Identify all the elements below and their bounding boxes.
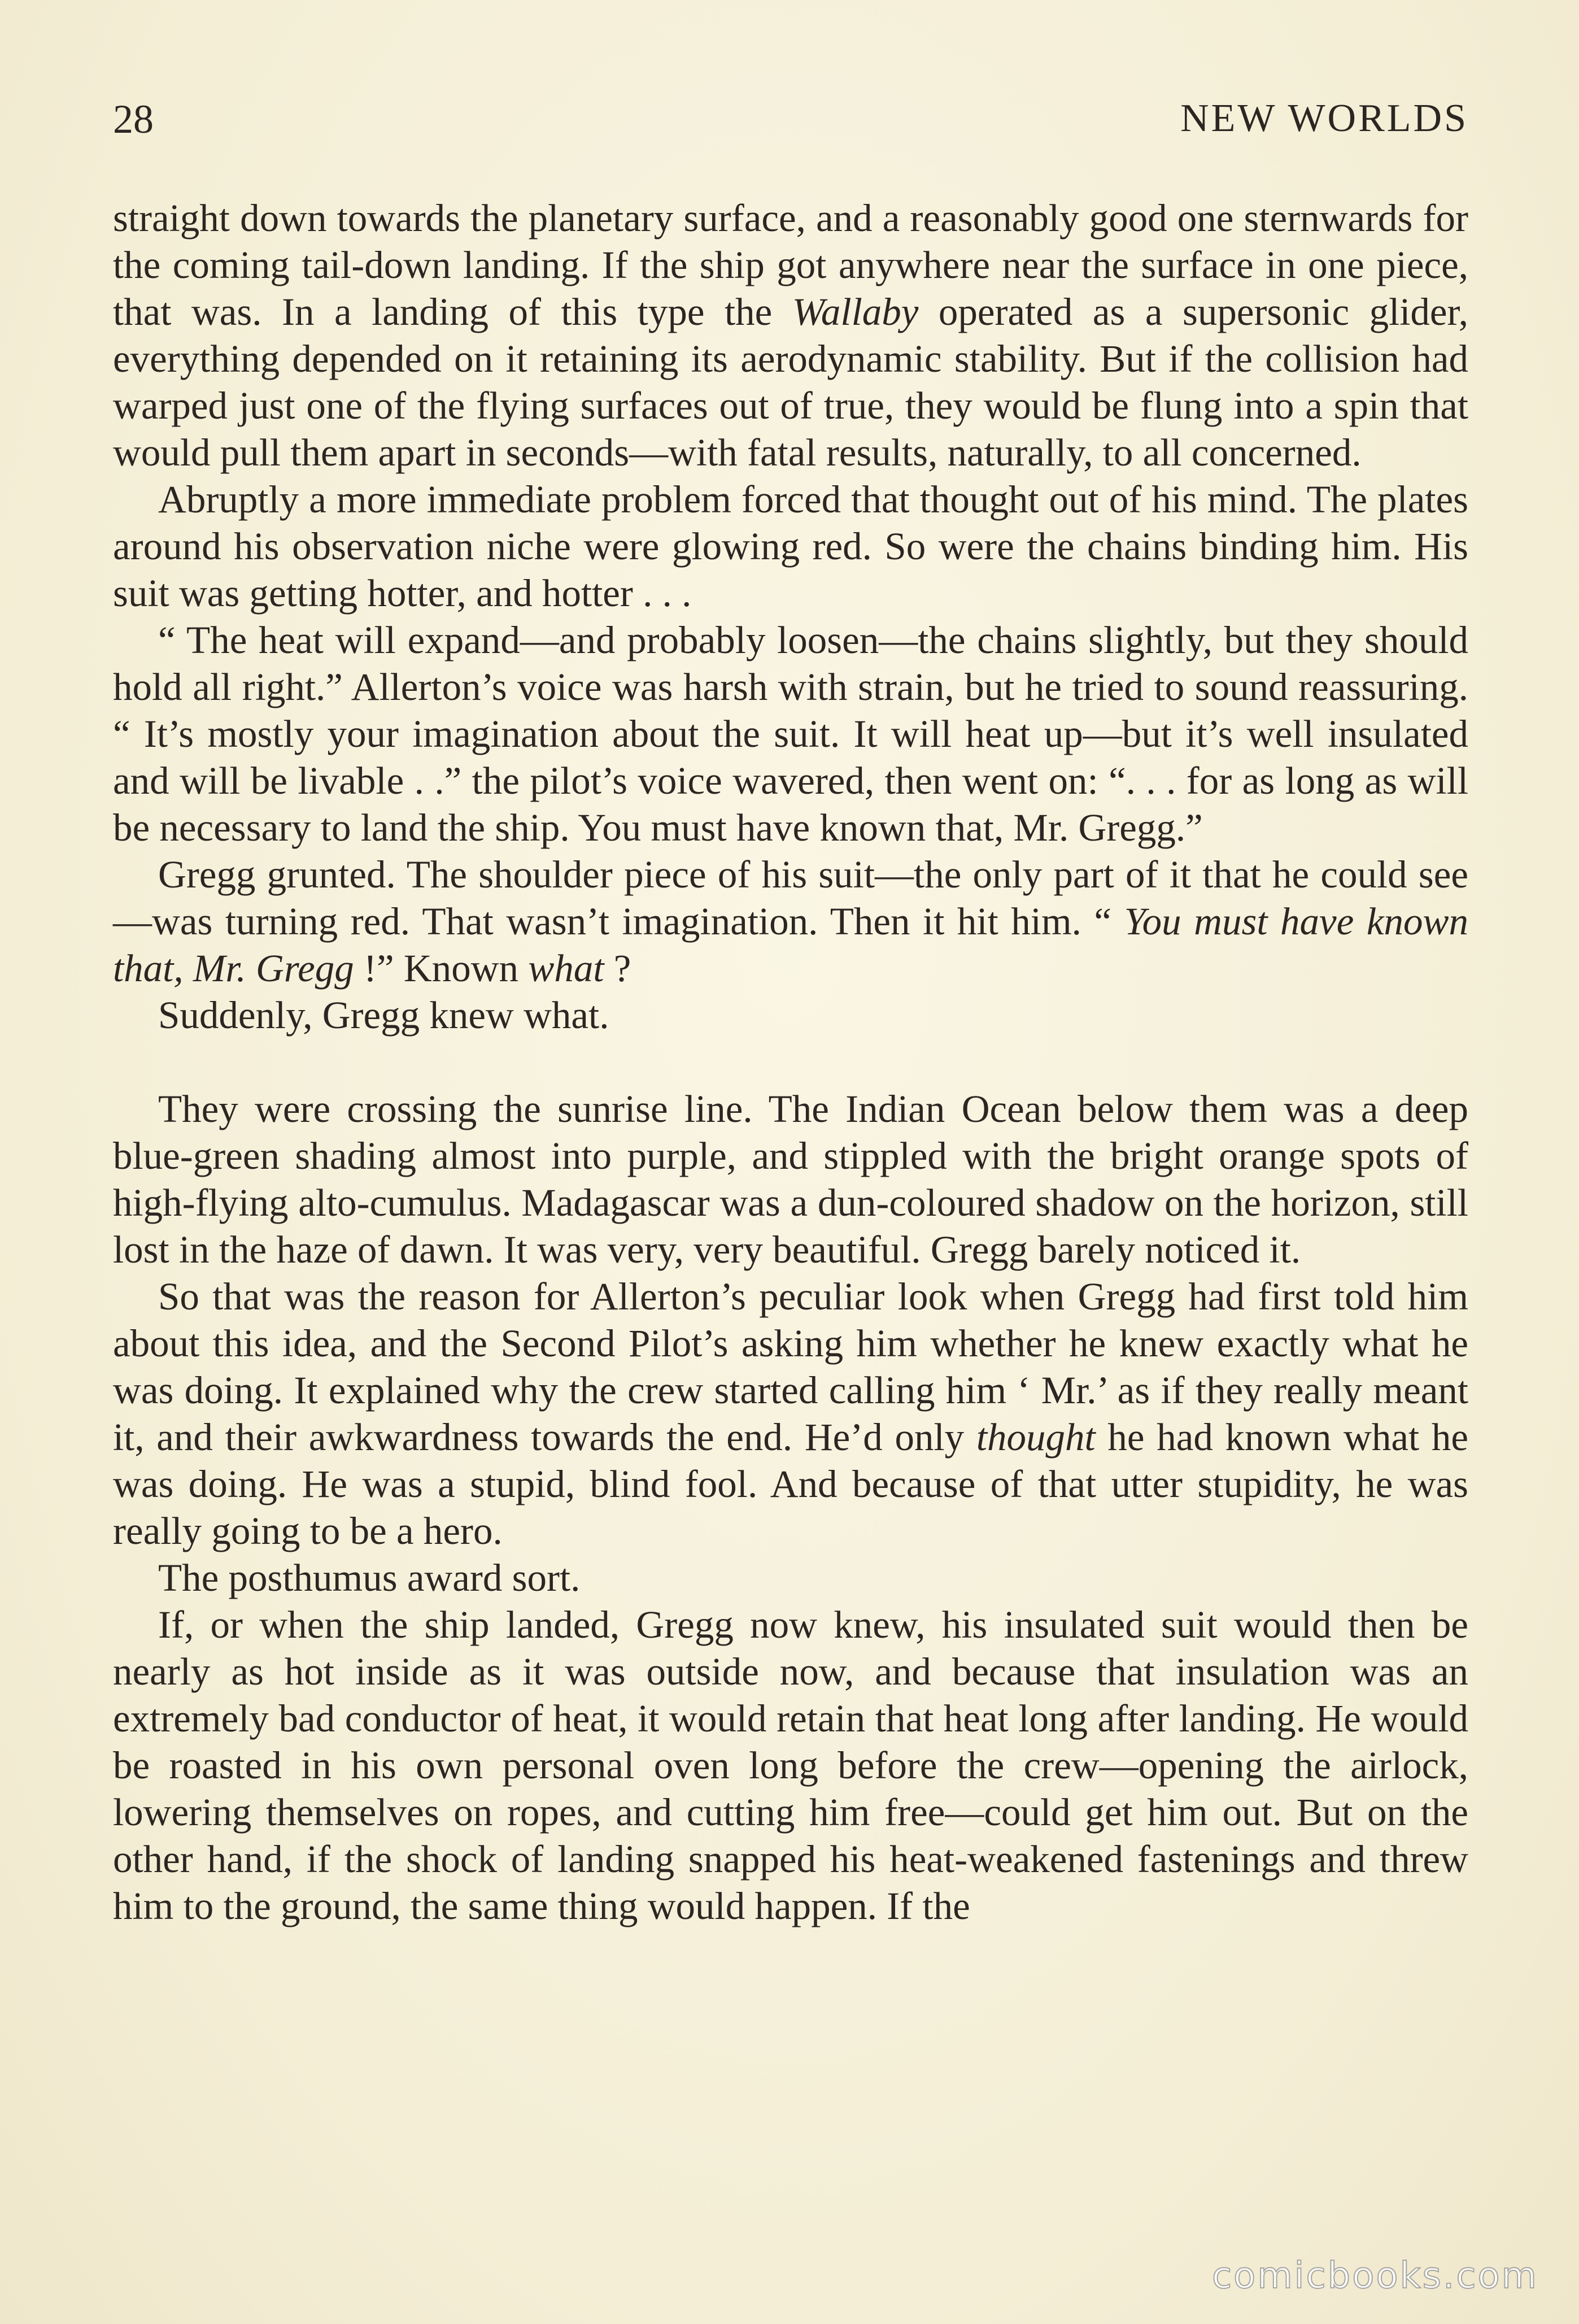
text-run: !” Known <box>354 947 529 990</box>
paragraph <box>113 1086 1468 1273</box>
page-header <box>113 96 1468 153</box>
text-run: If, or when the ship landed, Gregg now knew, his insulated suit would then be nearly as hot inside as it was outside now, and because that insulation was an extremely bad conductor of heat, it would retain that heat long after landing. He would be roasted in his own personal oven long before the crew—opening the airlock, lowering themselves on ropes, and cutting him free—could get him out. But on the other hand, if the shock of landing snapped his heat-weakened fastenings and threw him to the ground, the same thing would happen. If the <box>113 1603 1468 1927</box>
italic-text: what <box>528 947 604 990</box>
running-head: NEW WORLDS <box>1180 97 1468 140</box>
text-run: “ The heat will expand—and probably loosen—the chains slightly, but they should hold all right.” Allerton’s voice was harsh with strain, but he tried to sound reassuring. “ It’s mostly your imagination about the suit. It will heat up—but it’s well insulated and will be livable . .” the pilot’s voice wavered, then went on: “. . . for as long as will be necessary to land the ship. You must have known that, Mr. Gregg.” <box>113 619 1468 849</box>
watermark: comicbooks.com <box>1211 2255 1538 2297</box>
page-number: 28 <box>113 97 154 142</box>
paragraph <box>113 476 1468 617</box>
text-run: Suddenly, Gregg knew what. <box>158 994 609 1037</box>
paragraph <box>113 617 1468 851</box>
italic-text: You must have known that, Mr. Gregg <box>113 900 1468 990</box>
paragraph <box>113 1555 1468 1601</box>
text-run: operated as a supersonic glider, everything depended on it retaining its aerodynamic stability. But if the collision had warped just one of the flying surfaces out of true, they would be flung into a spin that would pull them apart in seconds—with fatal results, naturally, to all concerned. <box>113 290 1468 474</box>
paragraph <box>113 851 1468 992</box>
text-run: he had known what he was doing. He was a stupid, blind fool. And because of that utter stupidity, he was really going to be a hero. <box>113 1416 1469 1552</box>
italic-text: thought <box>976 1416 1096 1459</box>
paragraph <box>113 195 1468 476</box>
text-run: straight down towards the planetary surface, and a reasonably good one sternwards for the coming tail-down landing. If the ship got anywhere near the surface in one piece, that was. In a landing of this type the <box>113 197 1468 333</box>
text-run: Abruptly a more immediate problem forced that thought out of his mind. The plates around his observation niche were glowing red. So were the chains binding him. His suit was getting hotter, and hotter . . . <box>113 478 1468 615</box>
text-run: So that was the reason for Allerton’s peculiar look when Gregg had first told him about this idea, and the Second Pilot’s asking him whether he knew exactly what he was doing. It explained why the crew started calling him ‘ Mr.’ as if they really meant it, and their awkwardness towards the end. He’d only <box>113 1275 1468 1459</box>
section-break <box>113 1039 1468 1086</box>
paragraph <box>113 1601 1468 1930</box>
italic-text: Wallaby <box>792 290 919 333</box>
story-text <box>113 195 1468 1930</box>
text-run: ? <box>604 947 631 990</box>
paragraph <box>113 992 1468 1039</box>
text-run: They were crossing the sunrise line. The Indian Ocean below them was a deep blue-green shading almost into purple, and stippled with the bright orange spots of high-flying alto-cumulus. Madagascar was a dun-coloured shadow on the horizon, still lost in the haze of dawn. It was very, very beautiful. Gregg barely noticed it. <box>113 1087 1468 1271</box>
paragraph <box>113 1273 1468 1555</box>
text-run: The posthumus award sort. <box>158 1556 581 1599</box>
text-run: Gregg grunted. The shoulder piece of his suit—the only part of it that he could see—was turning red. That wasn’t imagination. Then it hit him. “ <box>113 853 1468 943</box>
